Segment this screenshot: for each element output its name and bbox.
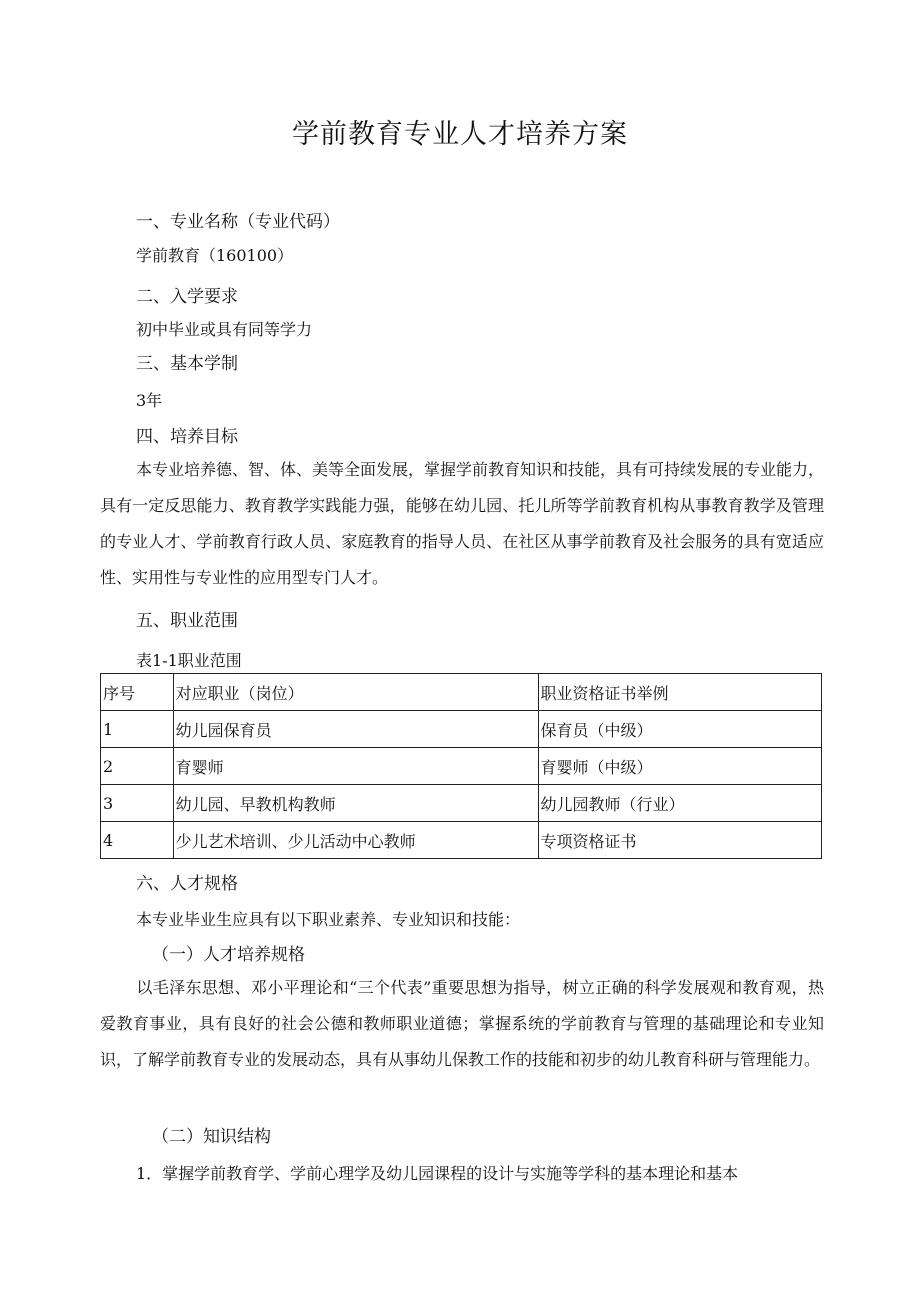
row-certificate: 幼儿园教师（行业）: [538, 785, 821, 822]
subsection-1-heading: （一）人才培养规格: [152, 945, 305, 965]
row-index: 1: [101, 711, 174, 748]
section-4-heading: 四、培养目标: [136, 427, 238, 447]
header-cell-index: 序号: [101, 674, 174, 711]
section-4-text: 本专业培养德、智、体、美等全面发展，掌握学前教育知识和技能，具有可持续发展的专业能力，具有一定反思能力、教育教学实践能力强，能够在幼儿园、托儿所等学前教育机构从事教育教学及管理的专业人才、学前教育行政人员、家庭教育的指导人员、在社区从事学前教育及社会服务的具有宽适应性、实用性与专业性的应用型专门人才。: [100, 460, 825, 587]
subsection-1-text: 以毛泽东思想、邓小平理论和“三个代表”重要思想为指导，树立正确的科学发展观和教育观，热爱教育事业，具有良好的社会公德和教师职业道德；掌握系统的学前教育与管理的基础理论和专业知识，了解学前教育专业的发展动态，具有从事幼儿保教工作的技能和初步的幼儿教育科研与管理能力。: [100, 978, 824, 1069]
subsection-1-paragraph: [100, 970, 824, 1078]
knowledge-item-1: 1．掌握学前教育学、学前心理学及幼儿园课程的设计与实施等学科的基本理论和基本: [136, 1164, 739, 1183]
section-2-heading: 二、入学要求: [136, 287, 238, 307]
section-6-heading: 六、人才规格: [136, 874, 238, 894]
row-job: 少儿艺术培训、少儿活动中心教师: [173, 822, 538, 859]
row-index: 4: [101, 822, 174, 859]
subsection-2-heading: （二）知识结构: [152, 1127, 271, 1147]
row-index: 2: [101, 748, 174, 785]
section-4-paragraph: [100, 452, 824, 596]
row-certificate: 育婴师（中级）: [538, 748, 821, 785]
section-3-heading: 三、基本学制: [136, 354, 238, 374]
table-row: [101, 785, 822, 822]
header-cell-certificate: 职业资格证书举例: [538, 674, 821, 711]
row-certificate: 专项资格证书: [538, 822, 821, 859]
section-3-value: 3年: [136, 391, 163, 410]
section-2-value: 初中毕业或具有同等学力: [136, 320, 313, 339]
table-header-row: [101, 674, 822, 711]
section-5-heading: 五、职业范围: [136, 611, 238, 631]
header-cell-job: 对应职业（岗位）: [173, 674, 538, 711]
table-row: [101, 822, 822, 859]
row-index: 3: [101, 785, 174, 822]
career-table: [100, 673, 822, 859]
table-row: [101, 748, 822, 785]
row-job: 育婴师: [173, 748, 538, 785]
table-caption: 表1-1职业范围: [136, 651, 242, 670]
document-title: 学前教育专业人才培养方案: [292, 119, 628, 150]
section-1-value: 学前教育（160100）: [136, 246, 294, 265]
row-certificate: 保育员（中级）: [538, 711, 821, 748]
row-job: 幼儿园保育员: [173, 711, 538, 748]
row-job: 幼儿园、早教机构教师: [173, 785, 538, 822]
section-1-heading: 一、专业名称（专业代码）: [136, 212, 340, 232]
table-row: [101, 711, 822, 748]
section-6-intro: 本专业毕业生应具有以下职业素养、专业知识和技能：: [136, 910, 521, 929]
